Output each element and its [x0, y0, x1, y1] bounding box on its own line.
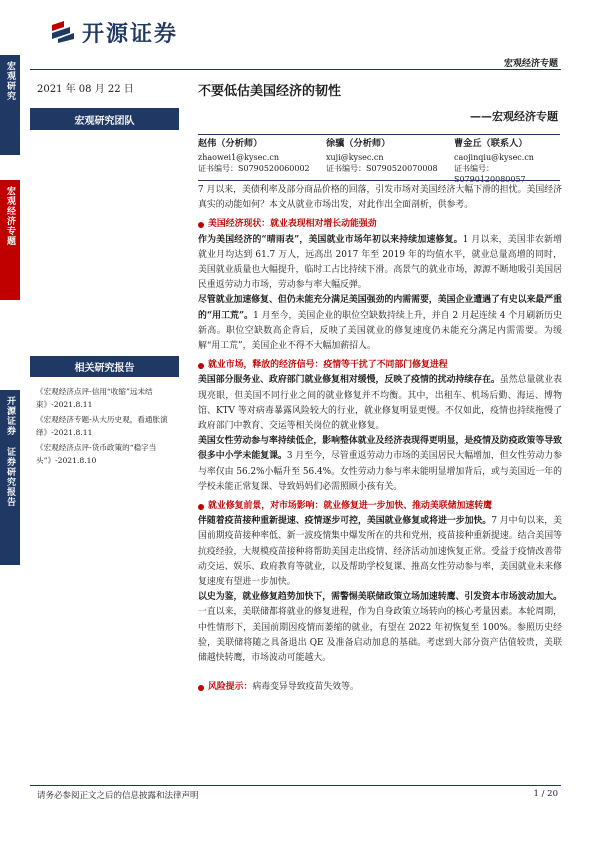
section-heading-text: 美国经济现状：就业表现相对增长动能强劲: [208, 219, 377, 230]
report-type: 宏观经济专题: [503, 59, 558, 69]
report-title: 不要低估美国经济的韧性: [198, 84, 342, 99]
related-report-link[interactable]: 《宏观经济专题-从大历史观，看通胀演绎》-2021.8.11: [36, 415, 168, 437]
bullet-icon: [198, 685, 204, 691]
author-card: [326, 138, 454, 185]
paragraph-text: 7 月中旬以来，美国前期疫苗接种率低、新一波疫情集中爆发所在的共和党州，疫苗接种重新提速。结合美国等抗疫经验，大规模疫苗接种将帮助美国走出疫情、经济活动加速恢复正常。受益于疫情改善带动交运、娱乐、政府教育等就业，以及帮助学校复课、推高女性劳动参与率，美国就业未来修复速度有望进一步加快。: [198, 516, 562, 588]
bullet-icon: [198, 363, 204, 369]
related-reports-heading: 相关研究报告: [30, 356, 179, 377]
paragraph-text: 1 月以来，美国非农新增就业月均达到 61.7 万人，远高出 2017 年至 2019 年的均值水平，就业总量高增的同时，美国就业质量也大幅提升，临时工占比持续下滑。高景气的就业市场，源源不断地吸引美国居民重返劳动力市场，劳动参与率大幅反弹。: [198, 234, 562, 291]
section-heading: [198, 217, 562, 232]
risk-label: 风险提示：: [208, 682, 253, 693]
author-cert: 证书编号：S0790520060002: [198, 164, 310, 173]
section-heading-text: 就业修复前景，对市场影响：就业修复进一步加快、推动美联储加速转鹰: [208, 501, 492, 512]
related-report-link[interactable]: 《宏观经济点评-信用“收缩”远未结束》-2021.8.11: [36, 387, 153, 409]
paragraph-lead: 尽管就业加速修复、但仍未能充分满足美国强劲的内需需要，美国企业遭遇了有史以来最严重的“用工荒”。: [198, 295, 562, 321]
paragraph: [198, 373, 562, 434]
author-email[interactable]: xuji@kysec.cn: [326, 153, 384, 162]
company-logo: [50, 19, 178, 45]
related-report-link[interactable]: 《宏观经济点评-货币政策的“稳字当头”》-2021.8.10: [36, 443, 157, 465]
author-cert: 证书编号：S0790520070008: [326, 164, 438, 173]
paragraph: [198, 434, 562, 495]
author-top-divider: [198, 134, 560, 135]
author-card: [454, 138, 560, 185]
paragraph-lead: 作为美国经济的“晴雨表”，美国就业市场年初以来持续加速修复。: [198, 234, 463, 245]
author-name: 徐骥（分析师）: [326, 138, 391, 149]
paragraph-text: 1 月至今，美国企业的职位空缺数持续上升，并自 2 月起连续 4 个月刷新历史新高。职位空缺数高企背后，反映了美国就业的修复速度仍未能充分满足内需需要。为缓解“用工荒”，美国企业不得不大幅加薪招人。: [198, 310, 562, 352]
paragraph-lead: 美国部分服务业、政府部门就业修复相对缓慢，反映了疫情的扰动持续存在。: [198, 375, 500, 386]
bullet-icon: [198, 504, 204, 510]
paragraph: [198, 590, 562, 666]
footer-disclaimer: 请务必参阅正文之后的信息披露和法律声明: [37, 791, 199, 801]
author-card: [198, 138, 326, 185]
logo-text: 开源证券: [82, 21, 179, 47]
intro-paragraph: 7 月以来，美债利率及部分商品价格的回落，引发市场对美国经济大幅下滑的担忧。美国经济真实的动能如何？本文从就业市场出发，对此作出全面剖析，供参考。: [198, 185, 562, 211]
risk-text: 病毒变异导致疫苗失效等。: [252, 682, 359, 693]
report-body: [198, 183, 562, 696]
header-divider: [30, 69, 561, 70]
footer-divider: [30, 785, 561, 786]
author-email[interactable]: zhaowei1@kysec.cn: [198, 153, 280, 162]
bullet-icon: [198, 222, 204, 228]
strip-label-macro-topic: 宏观经济专题: [0, 180, 20, 300]
paragraph-text: 一直以来，美联储都将就业的修复进程，作为自身政策立场转向的核心考量因素。本轮周期，中性情形下，美国前期因疫情而萎缩的就业，有望在 2022 年初恢复至 100%。参照历史经验，美联储将随之具备退出 QE 及准备启动加息的基础。考虑到大部分资产估值较贵，美联储越快转鹰，市场波动可能越大。: [198, 607, 562, 664]
paragraph-text: 虽然总量就业表现亮眼，但美国不同行业之间的就业修复并不均衡。其中，出租车、机场后勤、海运、博物馆、KTV 等对病毒暴露风险较大的行业，就业修复明显更慢。不仅如此，疫情也持续拖慢了政府部门中教育、交运等相关岗位的就业修复。: [198, 375, 563, 432]
paragraph-lead: 美国女性劳动参与率持续低企，影响整体就业及经济表现得更明显，是疫情及防疫政策等导致很多中小学未能复课。: [198, 436, 562, 462]
paragraph: [198, 293, 562, 354]
strip-label-securities-report: 开源证券 证券研究报告: [0, 390, 20, 565]
paragraph: [198, 233, 562, 294]
author-name: 曹金丘（联系人）: [454, 138, 528, 149]
section-heading-text: 就业市场，释放的经济信号：疫情等干扰了不同部门修复进程: [208, 360, 448, 371]
paragraph: [198, 514, 562, 590]
risk-warning: [198, 680, 562, 695]
section-heading: [198, 358, 562, 373]
author-name: 赵伟（分析师）: [198, 138, 263, 149]
related-reports-list: [36, 385, 178, 469]
author-list: [198, 138, 560, 185]
team-label: 宏观研究团队: [30, 108, 179, 130]
paragraph-lead: 伴随着疫苗接种重新提速、疫情逐步可控，美国就业修复或将进一步加快。: [198, 516, 492, 527]
report-date: 2021 年 08 月 22 日: [37, 84, 134, 95]
section-heading: [198, 499, 562, 514]
author-bottom-divider: [198, 180, 560, 181]
left-strip: [0, 0, 20, 841]
page-number: 1 / 20: [533, 789, 558, 799]
paragraph-lead: 以史为鉴，就业修复趋势加快下，需警惕美联储政策立场加速转鹰、引发资本市场波动加大。: [198, 592, 562, 603]
author-email[interactable]: caojinqiu@kysec.cn: [454, 153, 534, 162]
strip-label-macro-research: 宏观研究: [0, 55, 20, 155]
logo-icon: [50, 19, 76, 45]
report-subtitle: ——宏观经济专题: [470, 110, 558, 123]
paragraph-text: 3 月至今，尽管重返劳动力市场的美国居民大幅增加，但女性劳动力参与率仅由 56.2%小幅升至 56.4%。女性劳动力参与率未能明显增加背后，或与美国近一年的学校未能正常复课、导致妈妈们必需照顾小孩有关。: [198, 451, 563, 492]
author-cert: 证书编号：S0790120080057: [454, 164, 526, 184]
